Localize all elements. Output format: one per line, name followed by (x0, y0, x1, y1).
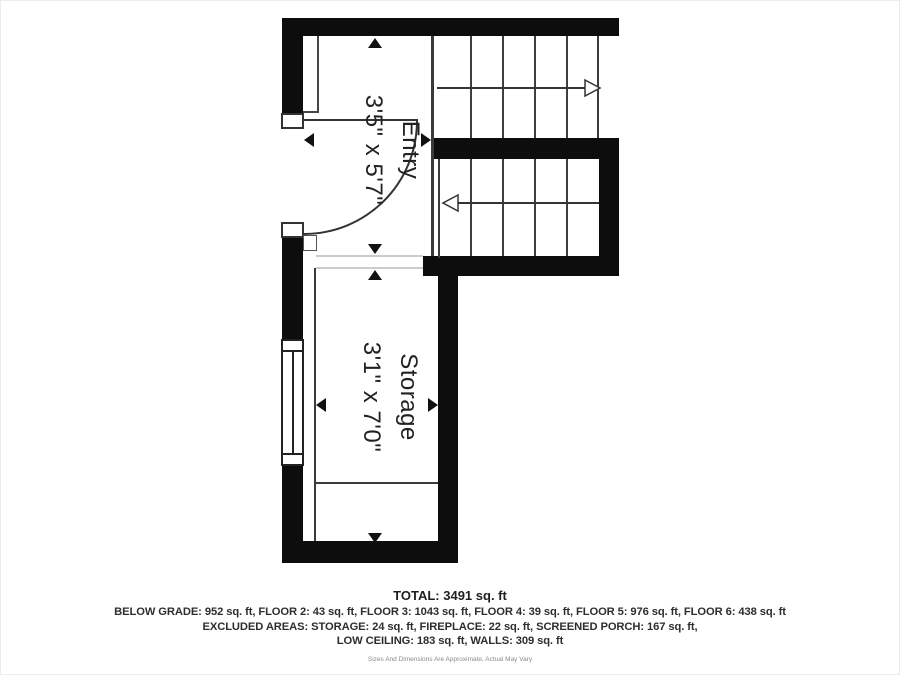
entry-room-name: Entry (397, 120, 424, 180)
area-summary (1, 588, 899, 663)
storage-dim-arrow-up-icon (368, 270, 382, 280)
entry-storage-opening-line-top (316, 255, 423, 257)
floor-areas-text: BELOW GRADE: 952 sq. ft, FLOOR 2: 43 sq. ft, FLOOR 3: 1043 sq. ft, FLOOR 4: 39 sq. ft, FLOOR 5: 976 sq. ft, FLOOR 6: 438 sq. ft (114, 606, 786, 618)
wall-top (282, 18, 619, 36)
wall-stair-bottom (423, 256, 619, 276)
entry-dim-arrow-left-icon (304, 133, 314, 147)
storage-room-name: Storage (395, 353, 422, 441)
wall-left-middle (282, 238, 303, 339)
entry-storage-opening-line-bottom (316, 267, 423, 269)
divider-jamb (303, 235, 317, 251)
window-center-line (292, 352, 294, 453)
entry-dim-arrow-down-icon (368, 244, 382, 254)
wall-left-upper (282, 18, 303, 114)
entry-right-wall-line (431, 36, 434, 256)
wall-storage-right (438, 256, 458, 563)
stair-direction-arrow-left-icon (441, 193, 601, 213)
door-jamb-bottom (281, 222, 304, 238)
window-frame-bottom-line (283, 453, 302, 455)
entry-room-dimensions: 3'5" x 5'7" (360, 94, 387, 206)
storage-sub-divider-line (316, 482, 438, 484)
total-area-text: TOTAL: 3491 sq. ft (393, 588, 507, 603)
wall-bottom (282, 541, 458, 563)
wall-stair-middle (431, 138, 619, 159)
window-symbol (281, 339, 304, 466)
storage-room-dimensions: 3'1" x 7'0" (358, 341, 385, 453)
door-jamb-top (281, 113, 304, 129)
storage-dim-arrow-left-icon (316, 398, 326, 412)
stair-direction-arrow-right-icon (437, 78, 603, 98)
storage-dim-arrow-down-icon (368, 533, 382, 543)
entry-room-label (355, 95, 429, 205)
entry-dim-arrow-up-icon (368, 38, 382, 48)
disclaimer-text: Sizes And Dimensions Are Approximate, Actual May Vary (367, 655, 533, 663)
storage-room-label (353, 342, 427, 452)
excluded-areas-text: EXCLUDED AREAS: STORAGE: 24 sq. ft, FIREPLACE: 22 sq. ft, SCREENED PORCH: 167 sq. ft, (202, 620, 698, 633)
low-ceiling-walls-text: LOW CEILING: 183 sq. ft, WALLS: 309 sq. ft (336, 635, 564, 647)
storage-dim-arrow-right-icon (428, 398, 438, 412)
lower-stair-left-edge (438, 159, 440, 258)
wall-recess (303, 36, 319, 113)
